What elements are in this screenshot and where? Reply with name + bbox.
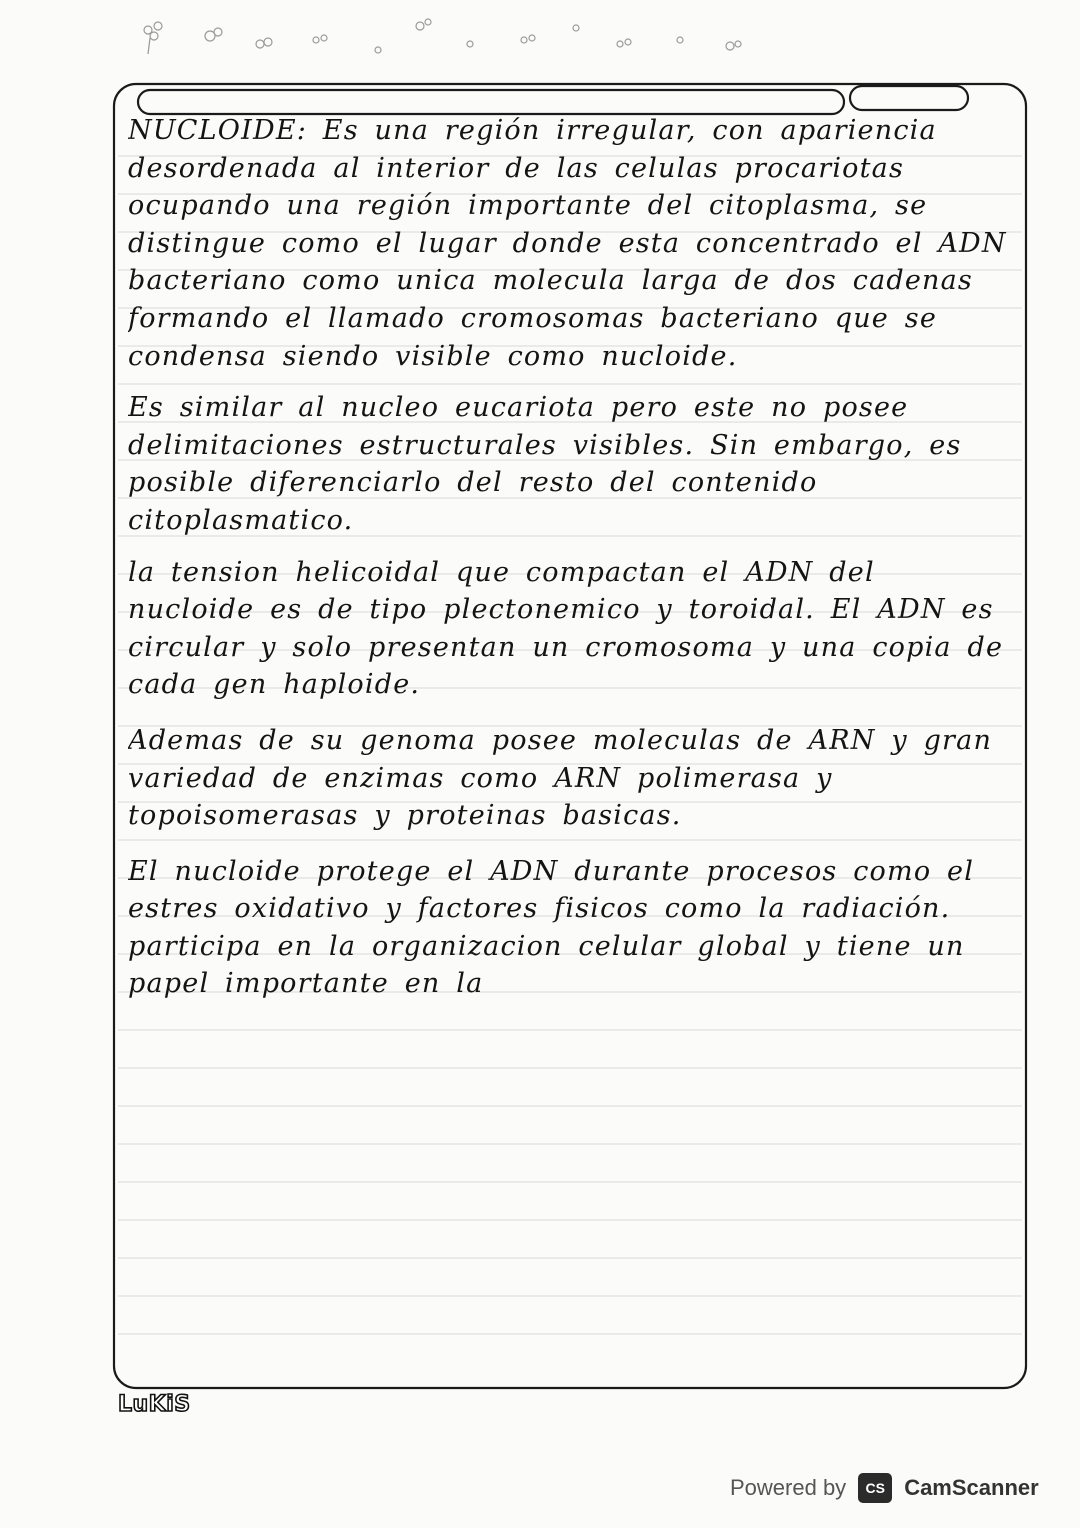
note-paragraph-genome-content: Ademas de su genoma posee moleculas de ARN y gran variedad de enzimas como ARN polimerasa y topoisomerasas y proteinas basicas. <box>128 724 993 832</box>
powered-by-label: Powered by <box>730 1475 847 1500</box>
note-paragraph-helical-tension: la tension helicoidal que compactan el ADN del nucloide es de tipo plectonemico y toroidal. El ADN es circular y solo presentan un cromosoma y una copia de cada gen haploide. <box>128 556 1004 701</box>
handwritten-note <box>128 112 1016 1380</box>
camscanner-name: CamScanner <box>904 1475 1039 1500</box>
notebook-brand-logo: LuKiS <box>118 1392 191 1417</box>
note-paragraph-protection: El nucloide protege el ADN durante procesos como el estres oxidativo y factores fisicos como la radiación. participa en la organizacion celular global y tiene un papel importante en la <box>128 855 975 1000</box>
camscanner-watermark <box>730 1468 1039 1508</box>
camscanner-logo-icon: CS <box>858 1473 892 1503</box>
note-paragraph-comparison: Es similar al nucleo eucariota pero este no posee delimitaciones estructurales visibles. Sin embargo, es posible diferenciarlo del resto del contenido citoplasmatico. <box>128 392 962 536</box>
note-paragraph-nucloide-definition: NUCLOIDE: Es una región irregular, con apariencia desordenada al interior de las celulas procariotas ocupando una región importante del citoplasma, se distingue como el lugar donde esta concentrado el ADN bacteriano como unica molecula larga de dos cadenas formando el llamado cromosomas bacteriano que se condensa siendo visible como nucloide. <box>128 115 1007 372</box>
flower-doodles-icon <box>120 8 760 58</box>
